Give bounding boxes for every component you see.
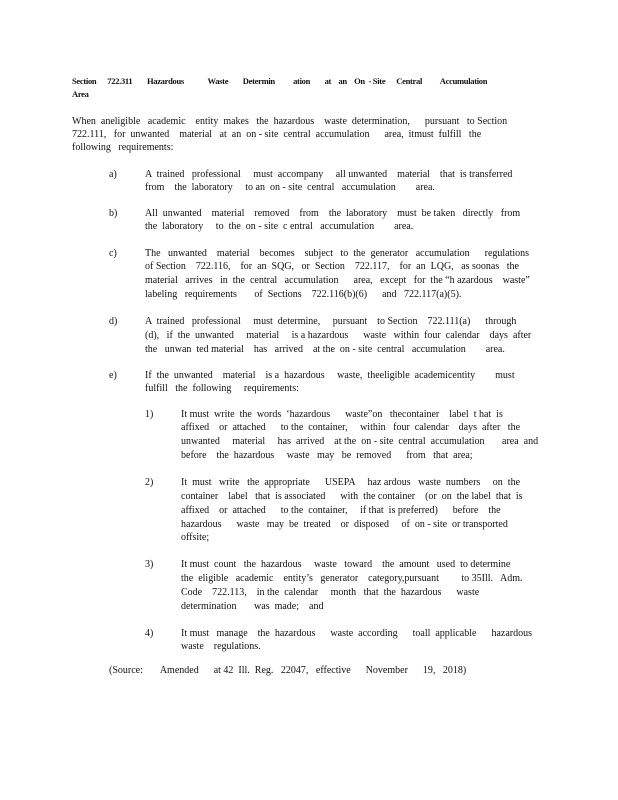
section-heading-continued: Area [72,89,89,99]
subitem-text-line: Code 722.113, in the calendar month that the hazardous waste [181,587,480,598]
item-text-line: The unwanted material becomes subject to the generator accumulation regulations [145,248,530,259]
subitem-text-line: unwanted material has arrived at the on - site central accumulation area and [181,436,539,447]
item-label: a) [109,169,117,180]
subitem-text-line: determination was made; and [181,601,324,612]
intro-line: following requirements: [72,142,174,153]
item-label: e) [109,370,117,381]
item-text-line: the laboratory to the on - site c entral accumulation area. [145,221,414,232]
item-text-line: of Section 722.116, for an SQG, or Section 722.117, for an LQG, as soonas the [145,261,519,272]
intro-line: When aneligible academic entity makes the hazardous waste determination, pursuant to Section [72,116,508,127]
subitem-text-line: It must write the appropriate USEPA haz ardous waste numbers on the [181,477,521,488]
item-text-line: A trained professional must determine, pursuant to Section 722.111(a) through [145,316,517,327]
subitem-label: 1) [145,409,154,420]
item-label: b) [109,208,118,219]
item-text-line: If the unwanted material is a hazardous waste, theeligible academicentity must [145,370,515,381]
subitem-label: 2) [145,477,154,488]
section-heading: Section 722.311 Hazardous Waste Determin ation at an On - Site Central Accumulation [72,76,488,86]
item-text-line: fulfill the following requirements: [145,383,299,394]
item-text-line: from the laboratory to an on - site central accumulation area. [145,182,435,193]
subitem-text-line: container label that is associated with the container (or on the label that is [181,491,523,502]
subitem-text-line: offsite; [181,532,210,543]
subitem-label: 3) [145,559,154,570]
item-text-line: (d), if the unwanted material is a hazardous waste within four calendar days after [145,330,532,341]
subitem-text-line: waste regulations. [181,641,261,652]
subitem-text-line: before the hazardous waste may be removed from that area; [181,450,473,461]
subitem-text-line: the eligible academic entity’s generator category,pursuant to 35Ill. Adm. [181,573,523,584]
subitem-text-line: hazardous waste may be treated or disposed of on - site or transported [181,519,508,530]
subitem-label: 4) [145,628,154,639]
subitem-text-line: affixed or attached to the container, within four calendar days after the [181,422,521,433]
subitem-text-line: It must write the words ‘hazardous waste”on thecontainer label t hat is [181,409,503,420]
item-label: c) [109,248,117,259]
item-text-line: labeling requirements of Sections 722.116(b)(6) and 722.117(a)(5). [145,289,462,300]
subitem-text-line: It must count the hazardous waste toward the amount used to determine [181,559,511,570]
item-text-line: the unwan ted material has arrived at the on - site central accumulation area. [145,344,505,355]
subitem-text-line: affixed or attached to the container, if that is preferred) before the [181,505,501,516]
item-text-line: A trained professional must accompany all unwanted material that is transferred [145,169,513,180]
subitem-text-line: It must manage the hazardous waste according toall applicable hazardous [181,628,532,639]
item-label: d) [109,316,118,327]
intro-line: 722.111, for unwanted material at an on - site central accumulation area, itmust fulfill the [72,129,482,140]
item-text-line: material arrives in the central accumulation area, except for the “h azardous waste” [145,275,530,286]
item-text-line: All unwanted material removed from the laboratory must be taken directly from [145,208,521,219]
source-note: (Source: Amended at 42 Ill. Reg. 22047, effective November 19, 2018) [109,665,467,676]
